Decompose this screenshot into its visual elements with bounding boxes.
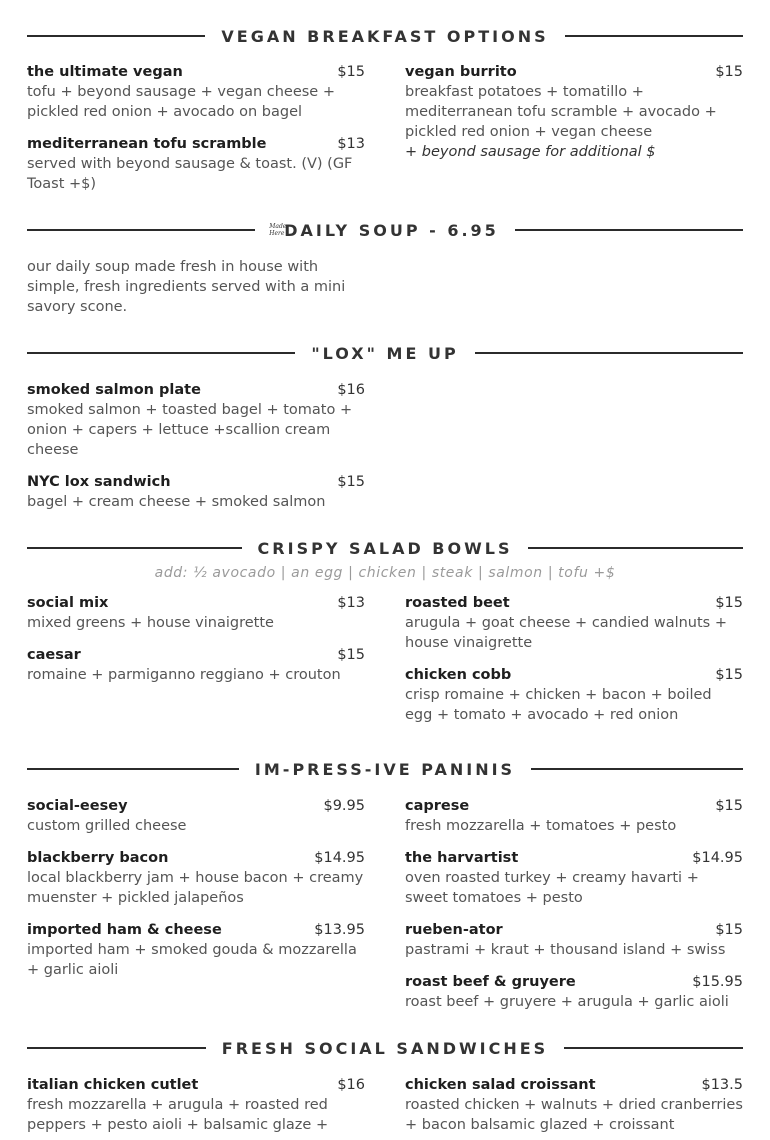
item-price: $13 <box>337 595 365 611</box>
menu-item <box>405 920 743 960</box>
section-vegan-breakfast <box>27 25 743 194</box>
menu-item <box>27 134 365 194</box>
section-header <box>27 1037 743 1059</box>
column-left <box>27 62 365 194</box>
item-price: $13.5 <box>701 1077 743 1093</box>
header-rule-right <box>515 229 743 231</box>
item-price: $15 <box>715 595 743 611</box>
item-price: $13 <box>337 136 365 152</box>
item-price: $15 <box>337 474 365 490</box>
item-name: roasted beet <box>405 595 510 611</box>
menu-item <box>405 848 743 908</box>
section-salad-bowls <box>27 537 743 725</box>
salad-addons: add: ½ avocado | an egg | chicken | steak | salmon | tofu +$ <box>154 565 616 581</box>
item-price: $15 <box>715 798 743 814</box>
item-price: $15.95 <box>692 974 743 990</box>
menu-item <box>405 593 743 653</box>
menu-item <box>405 1075 743 1135</box>
menu-item <box>405 665 743 725</box>
header-rule-right <box>528 547 743 549</box>
column-left <box>27 257 365 317</box>
item-price: $15 <box>337 64 365 80</box>
section-header <box>27 342 743 364</box>
item-name: italian chicken cutlet <box>27 1077 199 1093</box>
section-title: FRESH SOCIAL SANDWICHES <box>221 1038 549 1058</box>
item-price: $14.95 <box>692 850 743 866</box>
item-price: $16 <box>337 382 365 398</box>
item-name: the harvartist <box>405 850 519 866</box>
section-sandwiches <box>27 1037 743 1135</box>
item-description: served with beyond sausage & toast. (V) (GF Toast +$) <box>27 156 353 192</box>
item-description: fresh mozzarella + tomatoes + pesto <box>405 818 677 834</box>
item-description: local blackberry jam + house bacon + creamy muenster + pickled jalapeños <box>27 870 364 906</box>
item-price: $14.95 <box>314 850 365 866</box>
made-here-badge: Made Here <box>269 223 287 237</box>
header-rule-right <box>475 352 743 354</box>
item-description: mixed greens + house vinaigrette <box>27 615 274 631</box>
column-right <box>405 1075 743 1135</box>
section-header <box>27 758 743 780</box>
item-name: the ultimate vegan <box>27 64 183 80</box>
item-name: chicken cobb <box>405 667 512 683</box>
section-lox <box>27 342 743 512</box>
header-rule-left <box>27 35 205 37</box>
soup-description: our daily soup made fresh in house with simple, fresh ingredients served with a mini savory scone. <box>27 259 346 315</box>
item-price: $9.95 <box>323 798 365 814</box>
item-name: imported ham & cheese <box>27 922 222 938</box>
header-rule-right <box>531 768 743 770</box>
menu-item <box>27 920 365 980</box>
section-header <box>27 537 743 559</box>
item-price: $16 <box>337 1077 365 1093</box>
item-name: chicken salad croissant <box>405 1077 596 1093</box>
item-price: $13.95 <box>314 922 365 938</box>
item-name: social mix <box>27 595 109 611</box>
menu-item <box>27 848 365 908</box>
column-right <box>405 796 743 1012</box>
item-description: roasted chicken + walnuts + dried cranberries + bacon balsamic glazed + croissant <box>405 1097 743 1133</box>
item-description: bagel + cream cheese + smoked salmon <box>27 494 326 510</box>
item-description: pastrami + kraut + thousand island + swiss <box>405 942 726 958</box>
menu-item <box>27 472 365 512</box>
item-addon: + beyond sausage for additional $ <box>405 144 656 160</box>
item-name: caesar <box>27 647 81 663</box>
item-name: rueben-ator <box>405 922 503 938</box>
item-description: smoked salmon + toasted bagel + tomato + onion + capers + lettuce +scallion cream cheese <box>27 402 353 458</box>
section-paninis <box>27 758 743 1012</box>
item-price: $15 <box>337 647 365 663</box>
column-left <box>27 593 365 725</box>
header-rule-left <box>27 547 242 549</box>
header-rule-left <box>27 768 239 770</box>
menu-item <box>27 380 365 460</box>
item-description: tofu + beyond sausage + vegan cheese + pickled red onion + avocado on bagel <box>27 84 335 120</box>
item-name: roast beef & gruyere <box>405 974 576 990</box>
item-price: $15 <box>715 922 743 938</box>
menu-item <box>27 62 365 122</box>
item-name: caprese <box>405 798 470 814</box>
section-title: IM-PRESS-IVE PANINIS <box>254 759 516 779</box>
item-description: breakfast potatoes + tomatillo + mediterranean tofu scramble + avocado + pickled red onion + vegan cheese <box>405 84 717 140</box>
menu-item <box>27 1075 365 1135</box>
item-description: custom grilled cheese <box>27 818 187 834</box>
item-description: romaine + parmiganno reggiano + crouton <box>27 667 341 683</box>
section-title: VEGAN BREAKFAST OPTIONS <box>221 26 549 46</box>
header-rule-left <box>27 229 255 231</box>
section-title: DAILY SOUP - 6.95 <box>284 220 499 240</box>
menu-item <box>27 796 365 836</box>
header-rule-right <box>565 35 743 37</box>
item-price: $15 <box>715 667 743 683</box>
item-description: arugula + goat cheese + candied walnuts + house vinaigrette <box>405 615 727 651</box>
section-header <box>27 25 743 47</box>
item-name: blackberry bacon <box>27 850 169 866</box>
item-price: $15 <box>715 64 743 80</box>
item-name: social-eesey <box>27 798 128 814</box>
menu-item <box>405 796 743 836</box>
item-name: mediterranean tofu scramble <box>27 136 267 152</box>
header-rule-left <box>27 352 295 354</box>
header-rule-left <box>27 1047 206 1049</box>
menu-item <box>27 645 365 685</box>
header-rule-right <box>564 1047 743 1049</box>
menu-item <box>405 972 743 1012</box>
column-left <box>27 1075 365 1135</box>
item-description: imported ham + smoked gouda & mozzarella + garlic aioli <box>27 942 357 978</box>
section-title: "LOX" ME UP <box>311 343 459 363</box>
section-title: CRISPY SALAD BOWLS <box>257 538 513 558</box>
item-description: fresh mozzarella + arugula + roasted red peppers + pesto aioli + balsamic glaze + <box>27 1097 329 1133</box>
item-name: NYC lox sandwich <box>27 474 171 490</box>
item-description: crisp romaine + chicken + bacon + boiled egg + tomato + avocado + red onion <box>405 687 712 723</box>
section-header <box>27 219 743 241</box>
item-description: roast beef + gruyere + arugula + garlic aioli <box>405 994 729 1010</box>
menu-item <box>27 593 365 633</box>
item-description: oven roasted turkey + creamy havarti + sweet tomatoes + pesto <box>405 870 699 906</box>
column-right <box>405 593 743 725</box>
menu-item <box>405 62 743 162</box>
column-left <box>27 796 365 1012</box>
section-daily-soup <box>27 219 743 317</box>
item-name: smoked salmon plate <box>27 382 201 398</box>
column-right <box>405 62 743 194</box>
item-name: vegan burrito <box>405 64 517 80</box>
column-left <box>27 380 365 512</box>
